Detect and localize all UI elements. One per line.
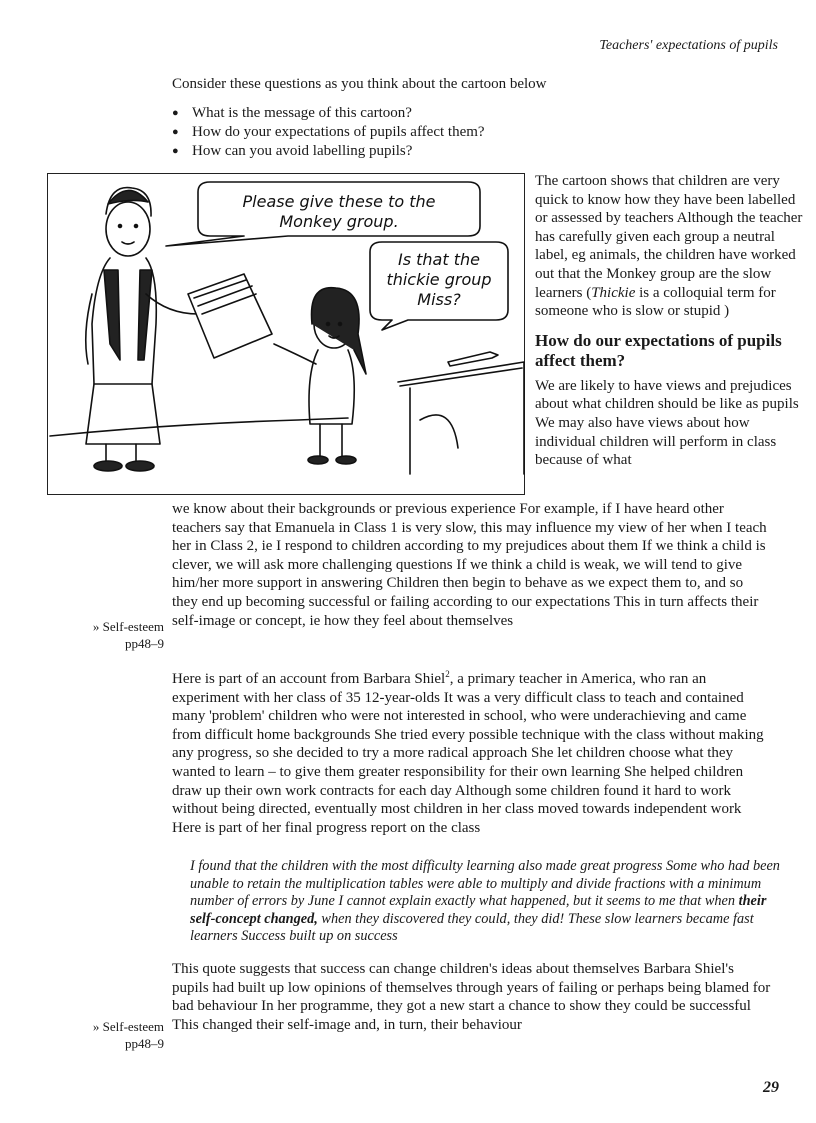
block-quote: I found that the children with the most difficulty learning also made great progress Some who had been unable to retain the multiplication tables were able to multiply and divide fractions with a minimum number of errors by June I cannot explain exactly what happened, but it seems to me that when their self-concept changed, when they discovered they could, they did! These slow learners became fast learners Success built up on success <box>190 858 780 945</box>
question-item: ● How can you avoid labelling pupils? <box>172 142 485 161</box>
question-item: ● How do your expectations of pupils affect them? <box>172 123 485 142</box>
pupil-body <box>309 350 354 424</box>
body-paragraph: This quote suggests that success can change children's ideas about themselves Barbara Shiel's pupils had built up low opinions of themselves through years of failing or perhaps being blamed for bad behaviour In her programme, they got a new start a chance to show they could be successful This changed their self-image and, in turn, their behaviour <box>172 961 771 1033</box>
speech-line: Please give these to the <box>242 192 436 211</box>
cartoon-illustration <box>47 173 525 495</box>
speech-line: thickie group <box>386 270 492 289</box>
margin-note <box>67 618 164 652</box>
papers <box>188 274 272 358</box>
speech-line: Is that the <box>398 250 480 269</box>
margin-note-label: » Self-esteem <box>92 619 164 634</box>
floor-line <box>50 418 348 436</box>
margin-note-pages: pp48–9 <box>125 1036 164 1051</box>
pupil-speech-text <box>372 250 506 310</box>
section-heading: How do our expectations of pupils affect them? <box>535 330 782 370</box>
desk-edge <box>398 362 524 474</box>
side-column <box>535 172 805 470</box>
speech-line: Miss? <box>417 290 461 309</box>
cartoon-explanation: The cartoon shows that children are very quick to know how they have been labelled or assessed by teachers Although the teacher has carefully given each group a neutral label, eg animals, the children have worked out that the Monkey group are the slow learners (Thickie is a colloquial term for someone who is slow or stupid ) <box>535 173 803 320</box>
teacher-speech-text <box>200 192 478 232</box>
question-list <box>172 104 485 161</box>
body-paragraph: we know about their backgrounds or previous experience For example, if I have heard other teachers say that Emanuela in Class 1 is very slow, this may influence my view of her when I teach her in Class 2, ie I respond to children according to my prejudices about them If we think a child is clever, we will ask more challenging questions If we think a child is weak, we will tend to give him/her more support in answering Children then begin to behave as we expect them to, and so they end up becoming successful or failing according to our expectations This in turn affects their self-image or concept, ie how they feel about themselves <box>172 501 767 629</box>
teacher-skirt <box>86 384 160 444</box>
pencil <box>448 352 498 366</box>
side-paragraph: We are likely to have views and prejudices about what children should be like as pupils We may also have views about how individual children will perform in class because of what <box>535 377 799 469</box>
margin-note-label: » Self-esteem <box>92 1019 164 1034</box>
margin-note-pages: pp48–9 <box>125 636 164 651</box>
teacher-head <box>106 202 150 256</box>
margin-note <box>67 1018 164 1052</box>
pupil-arm <box>274 344 316 364</box>
speech-line: Monkey group. <box>279 212 399 231</box>
question-item: ● What is the message of this cartoon? <box>172 104 485 123</box>
intro-text: Consider these questions as you think about the cartoon below <box>172 76 547 92</box>
page-number: 29 <box>763 1079 779 1096</box>
body-paragraph: Here is part of an account from Barbara Shiel$^2$, a primary teacher in America, who ran an experiment with her class of 35 12-year-olds It was a very difficult class to teach and contained many 'problem' children who were not interested in school, who were underachieving and came from difficult home backgrounds She tried every possible technique with the class without making any progress, so she decided to try a more radical approach She let children choose what they wanted to learn – to give them greater responsibility for their own learning She helped children draw up their own work contracts for each day Although some children found it hard to work without being directed, eventually most children in her class moved towards independent work Here is part of her final progress report on the class <box>172 669 764 836</box>
running-head: Teachers' expectations of pupils <box>599 38 778 53</box>
